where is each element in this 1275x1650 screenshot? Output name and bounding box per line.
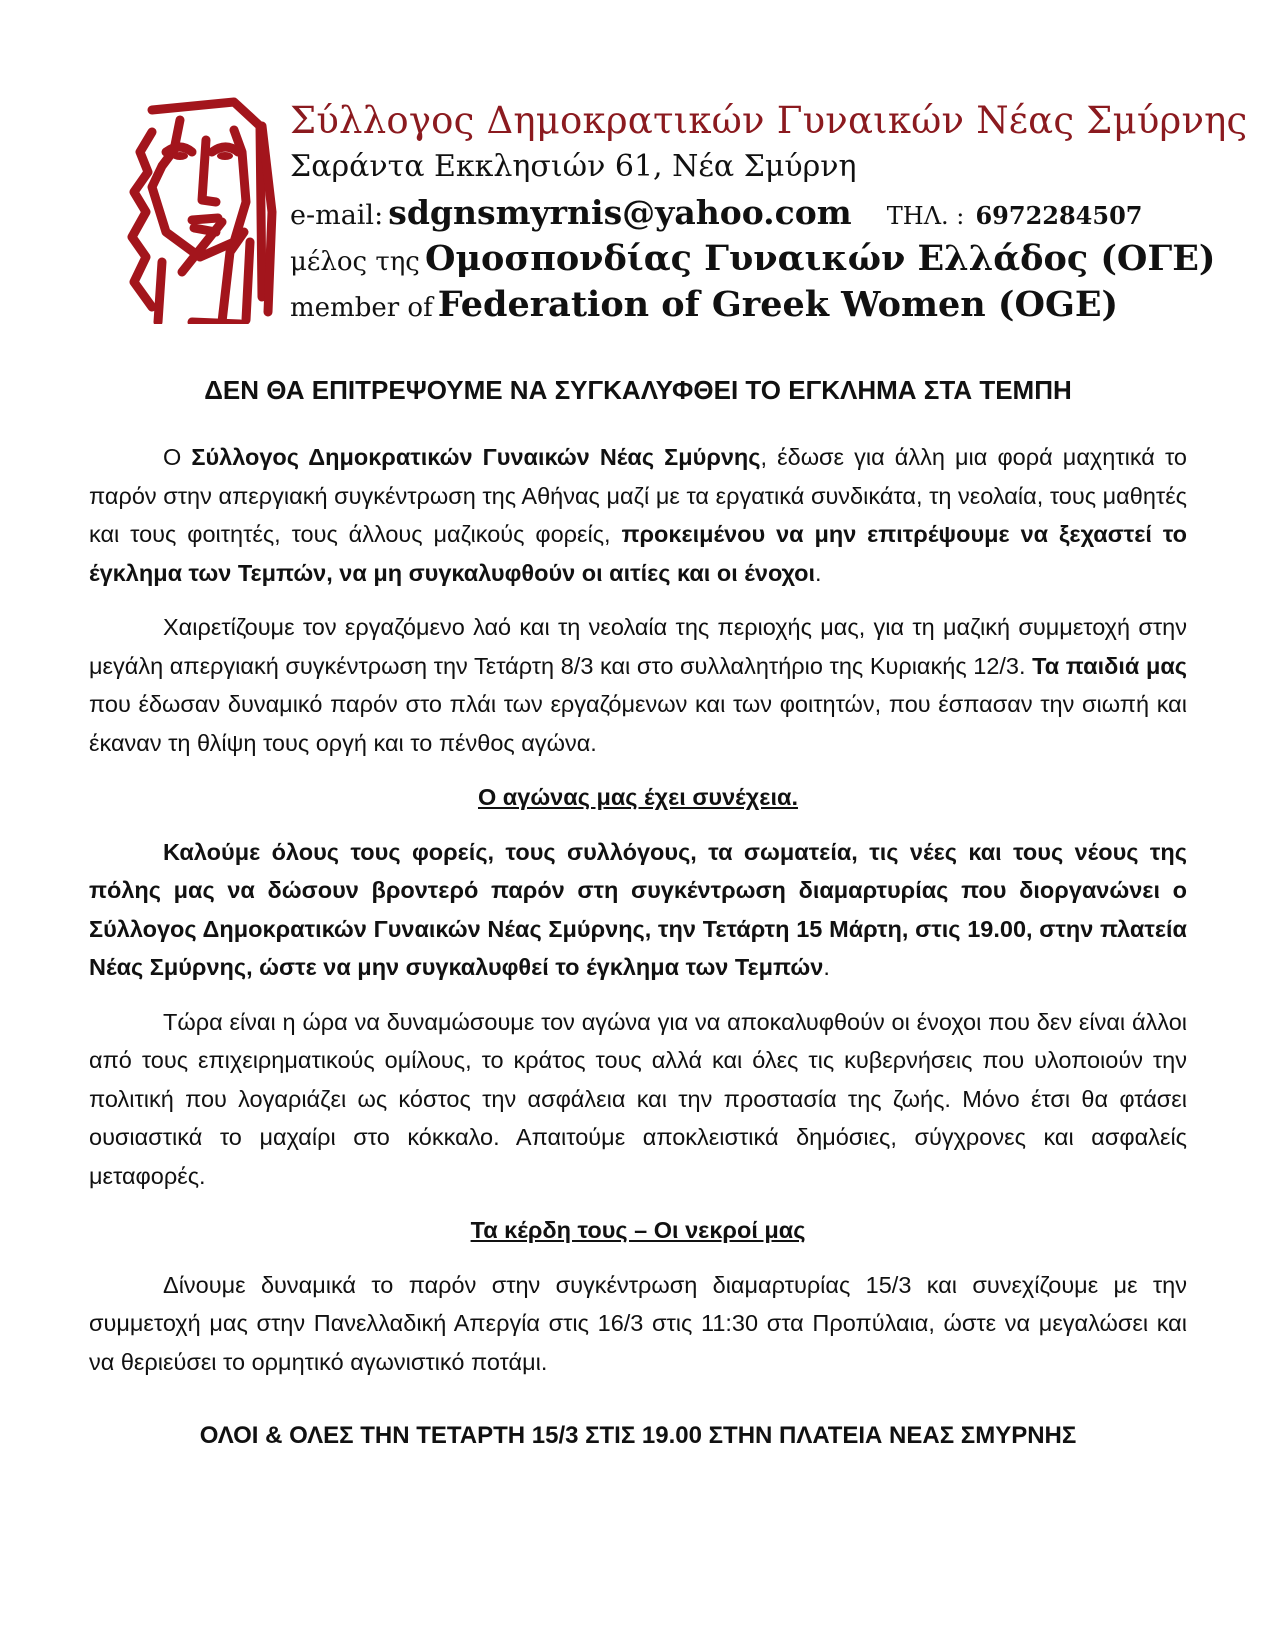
p1-text-a: Ο (163, 444, 192, 470)
p2-text-a: Χαιρετίζουμε τον εργαζόμενο λαό και τη νεολαία της περιοχής μας, για τη μαζική συμμετοχή στην μεγάλη απεργιακή συγκέντρωση την Τετάρτη 8/3 και στο συλλαλητήριο της Κυριακής 12/3. (89, 614, 1187, 679)
subheading-profits-dead: Τα κέρδη τους – Οι νεκροί μας (470, 1217, 806, 1243)
paragraph-4: Τώρα είναι η ώρα να δυναμώσουμε τον αγώνα για να αποκαλυφθούν οι ένοχοι που δεν είναι άλλοι από τους επιχειρηματικούς ομίλους, το κράτος τους αλλά και όλες τις κυβερνήσεις που υλοποιούν την πολιτική που λογαριάζει ως κόστος την ασφάλεια και την προστασία της ζωής. Μόνο έτσι θα φτάσει ουσιαστικά το μαχαίρι στο κόκκαλο. Απαιτούμε αποκλειστικά δημόσιες, σύγχρονες και ασφαλείς μεταφορές. (89, 1008, 1187, 1189)
letterhead-text (290, 98, 1247, 328)
paragraph-3 (89, 833, 1187, 987)
paragraph-1 (89, 438, 1187, 592)
membership-greek-prefix: μέλος της (290, 247, 420, 277)
email-address[interactable]: sdgnsmyrnis@yahoo.com (388, 193, 852, 232)
p1-org-name: Σύλλογος Δημοκρατικών Γυναικών Νέας Σμύρνης (191, 444, 761, 470)
p1-bold-statement: προκειμένου να μην επιτρέψουμε να ξεχαστεί το έγκλημα των Τεμπών, να μη συγκαλυφθούν οι αιτίες και οι ένοχοι (89, 521, 1188, 586)
p3-call-to-action: Καλούμε όλους τους φορείς, τους συλλόγους, τα σωματεία, τις νέες και τους νέους της πόλης μας να δώσουν βροντερό παρόν στη συγκέντρωση διαμαρτυρίας που διοργανώνει ο Σύλλογος Δημοκρατικών Γυναικών Νέας Σμύρνης, την Τετάρτη 15 Μάρτη, στις 19.00, στην πλατεία Νέας Σμύρνης, ώστε να μην συγκαλυφθεί το έγκλημα των Τεμπών (89, 838, 1187, 980)
p2-text-c: που έδωσαν δυναμικό παρόν στο πλάι των εργαζόμενων και των φοιτητών, που έσπασαν την σιωπή και έκαναν τη θλίψη τους οργή και το πένθος αγώνα. (89, 691, 1187, 756)
paragraph-2 (89, 608, 1187, 762)
closing-announcement: ΟΛΟΙ & ΟΛΕΣ ΤΗΝ ΤΕΤΑΡΤΗ 15/3 ΣΤΙΣ 19.00 ΣΤΗΝ ΠΛΑΤΕΙΑ ΝΕΑΣ ΣΜΥΡΝΗΣ (199, 1422, 1077, 1449)
subheading-struggle-continues: Ο αγώνας μας έχει συνέχεια. (478, 784, 798, 810)
p1-text-e: . (815, 559, 822, 586)
membership-greek (290, 236, 1247, 282)
woman-face-logo-icon (122, 92, 282, 324)
p3-text-b: . (823, 954, 830, 980)
paragraph-5: Δίνουμε δυναμικά το παρόν στην συγκέντρωση διαμαρτυρίας 15/3 και συνεχίζουμε με την συμμετοχή μας στην Πανελλαδική Απεργία στις 16/3 στις 11:30 στα Προπύλαια, ώστε να μεγαλώσει και να θεριεύσει το ορμητικό αγωνιστικό ποτάμι. (89, 1271, 1187, 1375)
phone-label: ΤΗΛ. : (886, 202, 965, 230)
email-label: e-mail: (290, 200, 384, 231)
membership-english-prefix: member of (290, 293, 433, 323)
p2-bold: Τα παιδιά μας (1032, 652, 1187, 679)
organization-name: Σύλλογος Δημοκρατικών Γυναικών Νέας Σμύρνης (290, 99, 1248, 142)
membership-greek-name: Ομοσπονδίας Γυναικών Ελλάδος (ΟΓΕ) (424, 238, 1216, 279)
membership-english-name: Federation of Greek Women (OGE) (437, 284, 1119, 325)
letterhead (122, 92, 1248, 332)
contact-line (290, 190, 1247, 236)
membership-english (290, 282, 1247, 328)
p1-text-c: , έδωσε για άλλη μια φορά μαχητικά το παρόν στην απεργιακή συγκέντρωση της Αθήνας μαζί με τα εργατικά συνδικάτα, τη νεολαία, τους μαθητές και τους φοιτητές, τους άλλους μαζικούς φορείς, (89, 444, 1187, 547)
organization-address: Σαράντα Εκκλησιών 61, Νέα Σμύρνη (290, 149, 857, 184)
document-body (89, 370, 1187, 1456)
document-title: ΔΕΝ ΘΑ ΕΠΙΤΡΕΨΟΥΜΕ ΝΑ ΣΥΓΚΑΛΥΦΘΕΙ ΤΟ ΕΓΚΛΗΜΑ ΣΤΑ ΤΕΜΠΗ (204, 375, 1072, 405)
phone-number: 6972284507 (975, 201, 1143, 230)
